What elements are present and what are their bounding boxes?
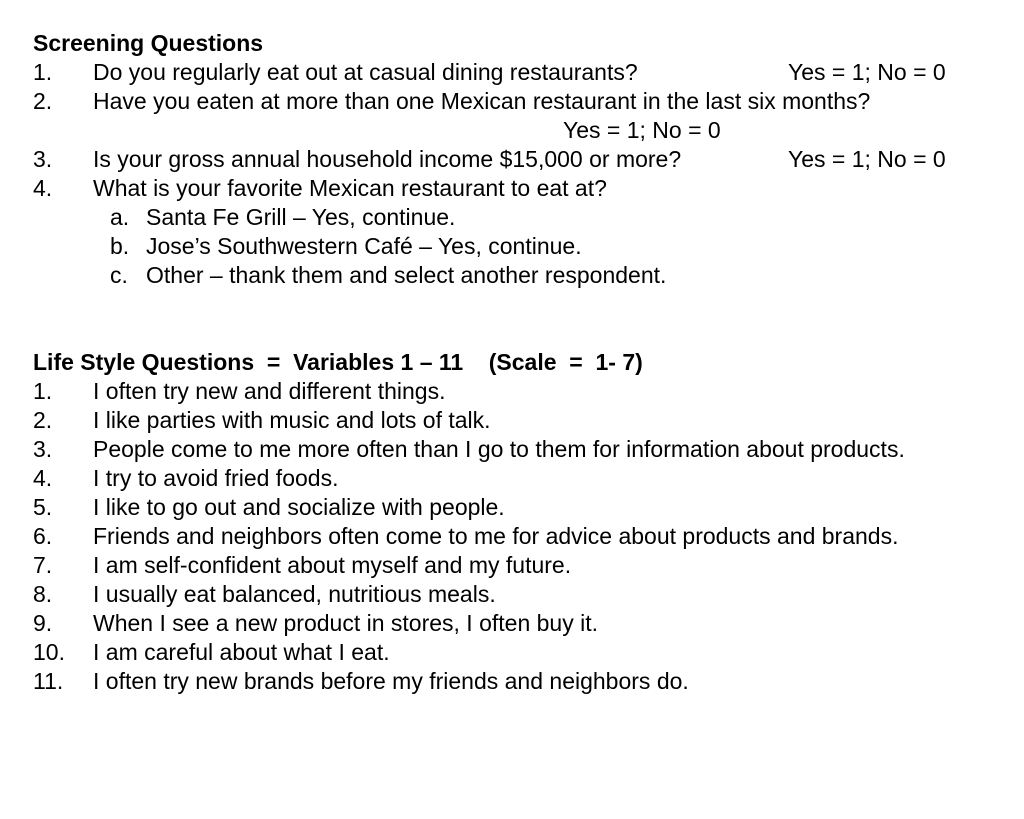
question-text: People come to me more often than I go to them for information about products. xyxy=(93,436,905,462)
screening-option-b xyxy=(0,232,1024,261)
question-text: I like parties with music and lots of talk. xyxy=(93,407,491,433)
option-text: Other – thank them and select another respondent. xyxy=(146,262,667,288)
screening-option-c xyxy=(0,261,1024,290)
question-text: What is your favorite Mexican restaurant to eat at? xyxy=(93,175,607,201)
question-text: I am careful about what I eat. xyxy=(93,639,390,665)
screening-question-3 xyxy=(0,145,1024,174)
lifestyle-question-3 xyxy=(0,435,1024,464)
question-text: Have you eaten at more than one Mexican restaurant in the last six months? xyxy=(93,88,871,114)
question-text: When I see a new product in stores, I often buy it. xyxy=(93,610,598,636)
lifestyle-question-1 xyxy=(0,377,1024,406)
option-letter: a. xyxy=(110,204,130,230)
option-letter: c. xyxy=(110,262,128,288)
answer-coding: Yes = 1; No = 0 xyxy=(788,59,946,85)
lifestyle-question-4 xyxy=(0,464,1024,493)
lifestyle-question-9 xyxy=(0,609,1024,638)
question-number: 6. xyxy=(33,523,53,549)
lifestyle-question-6 xyxy=(0,522,1024,551)
question-text: I usually eat balanced, nutritious meals. xyxy=(93,581,496,607)
question-number: 8. xyxy=(33,581,53,607)
lifestyle-question-11 xyxy=(0,667,1024,696)
question-text: I like to go out and socialize with people. xyxy=(93,494,505,520)
question-number: 4. xyxy=(33,175,53,201)
lifestyle-question-7 xyxy=(0,551,1024,580)
screening-question-2 xyxy=(0,87,1024,116)
question-number: 1. xyxy=(33,378,53,404)
question-text: I often try new brands before my friends and neighbors do. xyxy=(93,668,689,694)
question-text: Do you regularly eat out at casual dining restaurants? xyxy=(93,59,638,85)
lifestyle-question-5 xyxy=(0,493,1024,522)
option-text: Jose’s Southwestern Café – Yes, continue. xyxy=(146,233,582,259)
question-text: I am self-confident about myself and my future. xyxy=(93,552,572,578)
question-number: 11. xyxy=(33,668,64,694)
question-number: 10. xyxy=(33,639,65,665)
question-number: 2. xyxy=(33,407,53,433)
question-number: 1. xyxy=(33,59,53,85)
screening-question-4 xyxy=(0,174,1024,203)
question-number: 7. xyxy=(33,552,53,578)
question-number: 3. xyxy=(33,146,53,172)
lifestyle-question-10 xyxy=(0,638,1024,667)
option-text: Santa Fe Grill – Yes, continue. xyxy=(146,204,456,230)
screening-question-2-answer-line xyxy=(0,116,1024,145)
screening-question-1 xyxy=(0,58,1024,87)
question-number: 2. xyxy=(33,88,53,114)
question-text: I try to avoid fried foods. xyxy=(93,465,339,491)
question-number: 9. xyxy=(33,610,53,636)
screening-title: Screening Questions xyxy=(33,30,264,56)
option-letter: b. xyxy=(110,233,130,259)
question-text: I often try new and different things. xyxy=(93,378,446,404)
screening-option-a xyxy=(0,203,1024,232)
lifestyle-question-2 xyxy=(0,406,1024,435)
question-text: Is your gross annual household income $15,000 or more? xyxy=(93,146,682,172)
answer-coding: Yes = 1; No = 0 xyxy=(563,117,721,143)
question-number: 5. xyxy=(33,494,53,520)
lifestyle-title: Life Style Questions = Variables 1 – 11 (Scale = 1- 7) xyxy=(33,349,643,375)
answer-coding: Yes = 1; No = 0 xyxy=(788,146,946,172)
question-text: Friends and neighbors often come to me for advice about products and brands. xyxy=(93,523,899,549)
question-number: 3. xyxy=(33,436,53,462)
lifestyle-question-8 xyxy=(0,580,1024,609)
question-number: 4. xyxy=(33,465,53,491)
